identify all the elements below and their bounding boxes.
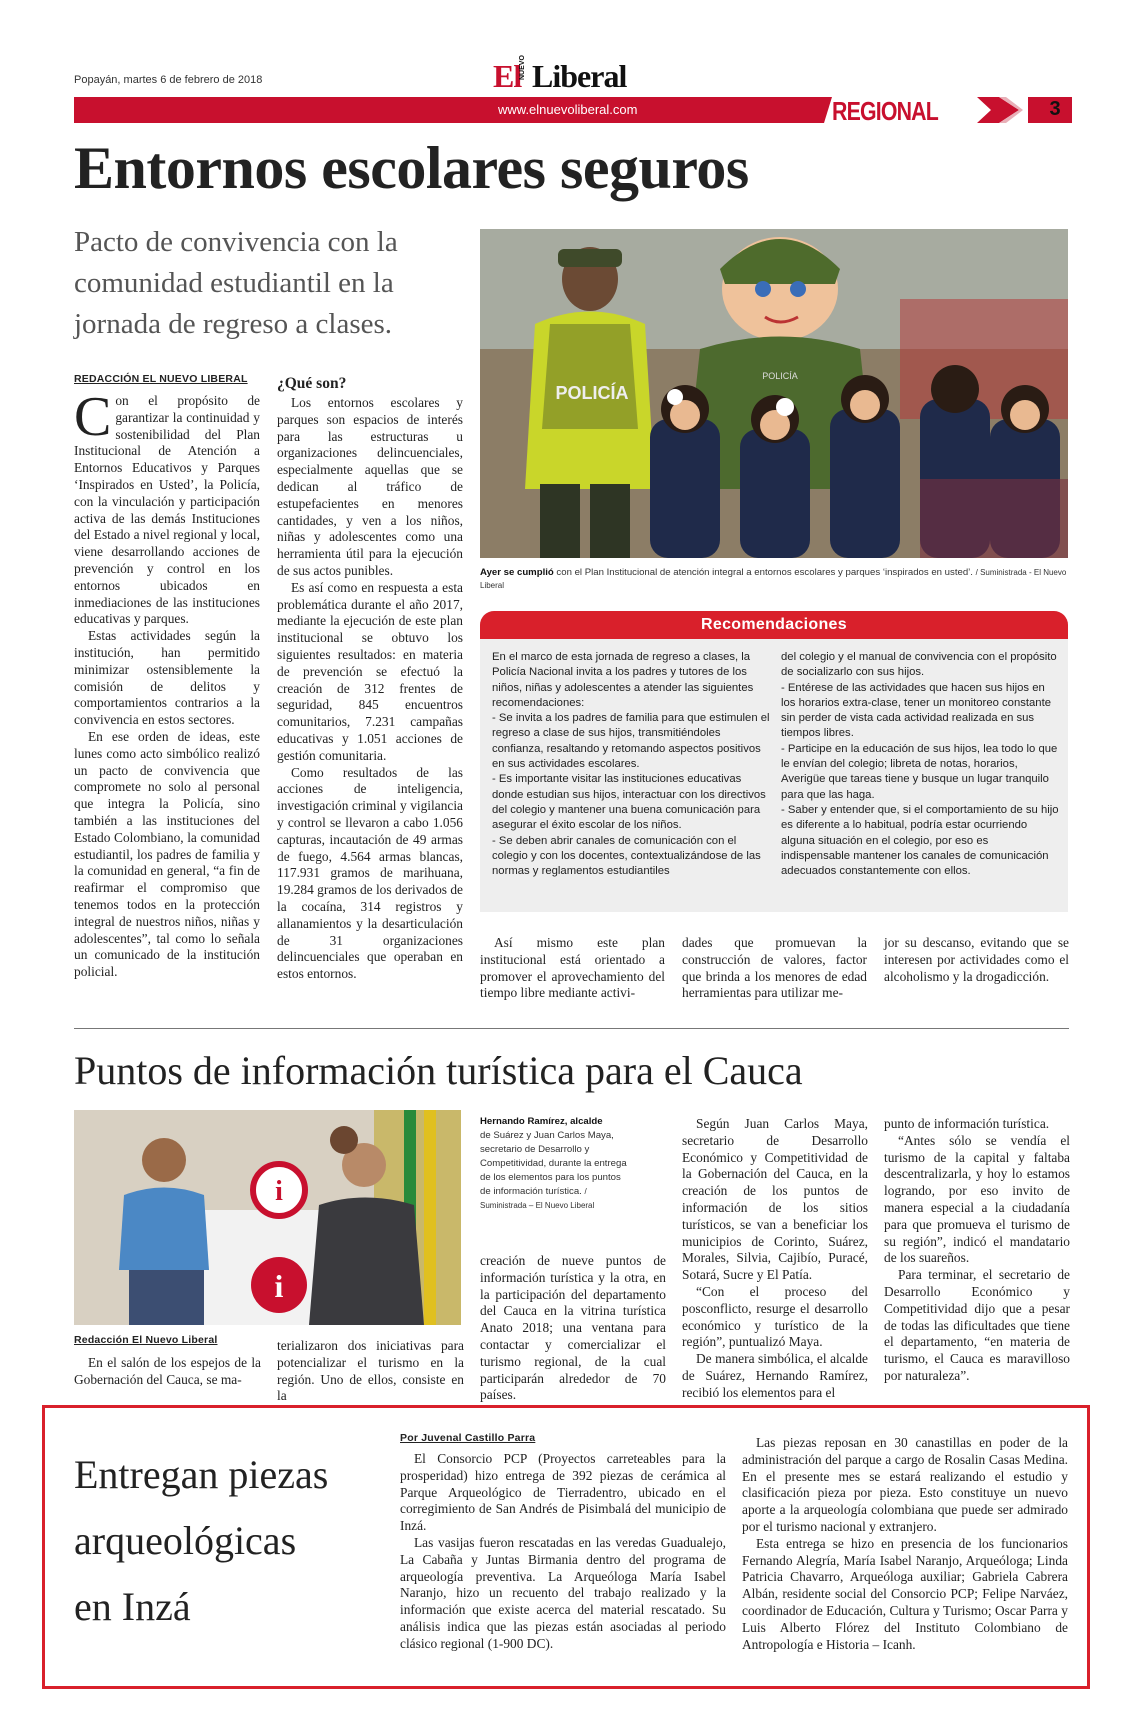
header-red-bar	[74, 97, 806, 123]
article3-col2: Las piezas reposan en 30 canastillas en poder de la administración del parque a cargo de Rosalin Casas Medina. En el presente mes se estará realizando el estudio y clasificación pieza por pieza. Esto constituye un nuevo aporte a la arqueología colombiana que puede ser admirado por el turismo nacional y extranjero. Esta entrega se hizo en presencia de los funcionarios Fernando Alegría, María Isabel Naranjo, Arqueóloga; Linda Patricia Chavarro, Arqueóloga auxiliar; Gabriela Cabrera Albán, residente social del Consorcio PCP; Felipe Narváez, coordinador de Educación, Cultura y Turismo; Oscar Parra y Luis Alberto Flórez del Instituto Colombiano de Antropología e Historia – Icanh.	[742, 1435, 1068, 1652]
logo-liberal: Liberal	[532, 58, 627, 94]
article3-headline	[74, 1442, 328, 1640]
article1-byline: REDACCIÓN EL NUEVO LIBERAL	[74, 373, 248, 385]
mascot-badge: POLICÍA	[762, 371, 798, 381]
article2-col4: Según Juan Carlos Maya, secretario de Desarrollo Económico y Competitividad de la Gobernación del Cauca, en la creación de los puntos de información de los sitios turísticos, se van a beneficiar los municipios de Corinto, Suárez, Morales, Silvia, Cajibío, Puracé, Sotará, Sucre y El Patía. “Con el proceso del posconflicto, resurge el desarrollo económico y turístico de la región”, puntualizó Maya. De manera simbólica, el alcalde de Suárez, Hernando Ramírez, recibió los elementos para el	[682, 1116, 868, 1400]
recommendations-right: del colegio y el manual de convivencia con el propósito de socializarlo con sus hijos. - Entérese de las actividades que hacen sus hijos en los horarios extra-clase, tener un monitoreo constante sin perder de vista cada actividad realizada en sus tiempos libres. - Participe en la educación de sus hijos, lea todo lo que le envían del colegio; libreta de notas, horarios, Averigüe que tareas tiene y busque un lugar tranquilo para que las haga. - Saber y entender que, si el comportamiento de su hijo es diferente a lo habitual, podría estar ocurriendo alguna situación en el colegio, por eso es indispensable mantener los canales de comunicación adecuados constantemente con ellos.	[781, 651, 1059, 878]
caption-credit: / Suministrada – El Nuevo Liberal	[480, 1187, 595, 1210]
article2-headline: Puntos de información turística para el Cauca	[74, 1048, 803, 1093]
caption-text: con el Plan Institucional de atención integral a entornos escolares y parques ‘inspirados en usted’.	[553, 567, 973, 578]
article1-col2-heading: ¿Qué son?	[277, 375, 347, 392]
article1-headline: Entornos escolares seguros	[74, 135, 749, 201]
article2-col1: En el salón de los espejos de la Gobernación del Cauca, se ma-	[74, 1355, 261, 1387]
article2-photo-caption	[480, 1115, 630, 1213]
article1-bottom-col2: dades que promuevan la construcción de valores, factor que brinda a los menores de edad herramientas para utilizar me-	[682, 935, 867, 1001]
recommendations-header	[480, 611, 1068, 639]
article1-photo	[480, 229, 1068, 558]
article3-byline: Por Juvenal Castillo Parra	[400, 1432, 536, 1444]
article1-bottom-col3: jor su descanso, evitando que se interesen por actividades como el alcoholismo y la drogadicción.	[884, 935, 1069, 984]
paragraph: Es así como en respuesta a esta problemática durante el año 2017, mediante la ejecución de este plan institucional se obtuvo los siguientes resultados: en materia de prevención se efectuó la creación de 312 frentes de seguridad, 845 encuentros comunitarios, 7.231 campañas educativas y 1.051 acciones de gestión comunitaria.	[277, 579, 463, 763]
article2-byline: Redacción El Nuevo Liberal	[74, 1334, 218, 1346]
recommendations-left: En el marco de esta jornada de regreso a clases, la Policía Nacional invita a los padres y tutores de los niños, niñas y adolescentes a atender las siguientes recomendaciones: - Se invita a los padres de familia para que estimulen el regreso a clase de sus hijos, transmitiéndoles confianza, resaltando y retomando aspectos positivos en sus actividades escolares. - Es importante visitar las instituciones educativas donde estudian sus hijos, interactuar con los directivos del colegio y mantener una buena comunicación para asegurar el éxito escolar de los niños. - Se deben abrir canales de comunicación con el colegio y con los docentes, contextualizándose de las normas y reglamentos estudiantiles	[492, 651, 770, 878]
article1-bottom-col1: Así mismo este plan institucional está orientado a promover el aprovechamiento del tiempo libre mediante activi-	[480, 935, 665, 1001]
article2-col5: punto de información turística. “Antes sólo se vendía el turismo de la capital y faltaba descentralizarla, y hoy lo estamos logrando, por eso invito de manera especial a la ciudadanía para que promueva el turismo de su región”, indicó el mandatario de los suareños. Para terminar, el secretario de Desarrollo Económico y Competitividad dijo que a pesar de todas las dificultades que tiene el departamento, “en materia de turismo, el Cauca es maravilloso por naturaleza”.	[884, 1116, 1070, 1383]
article1-photo-caption	[480, 566, 1068, 592]
headline-line: en Inzá	[74, 1584, 191, 1629]
caption-credit: / Suministrada - El Nuevo Liberal	[480, 568, 1067, 590]
masthead-logo	[493, 55, 653, 96]
paragraph: Como resultados de las acciones de inteligencia, investigación criminal y vigilancia y control se llevaron a cabo 1.056 capturas, incautación de 49 armas de fuego, 4.564 armas blancas, 117.931 gramos de marihuana, 19.284 gramos de los derivados de la cocaína, 314 registros y allanamientos y la desarticulación de 31 organizaciones delincuenciales que operaban en estos entornos.	[277, 764, 463, 982]
tourism-booth-scene-graphic	[74, 1110, 461, 1325]
recommendations-box	[480, 611, 1068, 912]
logo-el: El	[493, 58, 522, 94]
paragraph: Con el propósito de garantizar la continuidad y sostenibilidad del Plan Institucional de Atención a Entornos Educativos y Parques ‘Inspirados en Usted’, la Policía, con la vinculación y participación activa de las demás Instituciones del Estado a nivel regional y local, viene desarrollando acciones de prevención y control en los entornos ubicados en inmediaciones de las instituciones educativas y parques.	[74, 386, 260, 627]
dateline: Popayán, martes 6 de febrero de 2018	[74, 74, 263, 86]
article2-photo	[74, 1110, 461, 1325]
paragraph: Los entornos escolares y parques son espacios de interés para las estructuras u organizaciones delincuenciales, especialmente aquellas que se dedican al tráfico de estupefacientes en menores cantidades, y ven a los niños, niñas y adolescentes como una herramienta útil para la ejecución de sus actos punibles.	[277, 395, 463, 578]
article1-col2	[277, 395, 463, 983]
paragraph: En ese orden de ideas, este lunes como acto simbólico realizó un pacto de convivencia que compromete no solo al personal que integra la Policía, sino también a las instituciones del Estado Colombiano, la comunidad estudiantil, los padres de familia y la comunidad en general, “a fin de reafirmar el compromiso que tenemos todos en la protección integral de nuestros niños, niñas y adolescentes”, tal como lo señala un comunicado de la institución policial.	[74, 728, 260, 980]
section-divider	[74, 1028, 1069, 1029]
article1-subhead: Pacto de convivencia con la comunidad estudiantil en la jornada de regreso a clases.	[74, 226, 398, 340]
caption-lead: Ayer se cumplió	[480, 567, 554, 578]
booth-symbol-bottom: i	[274, 1268, 284, 1304]
vest-text: POLICÍA	[555, 383, 629, 403]
section-label: REGIONAL	[832, 96, 938, 126]
section-tab	[806, 96, 1072, 126]
page-number: 3	[1049, 98, 1061, 120]
headline-line: arqueológicas	[74, 1518, 297, 1563]
article2-col2: terializaron dos iniciativas para potencializar el turismo en la región. Uno de ellos, consiste en la	[277, 1338, 464, 1404]
police-school-scene-graphic	[480, 229, 1068, 558]
headline-line: Entregan piezas	[74, 1452, 329, 1497]
paragraph: Estas actividades según la institución, han permitido minimizar ostensiblemente la comisión de delitos y comportamientos contrarios a la convivencia en estos sectores.	[74, 628, 260, 728]
article3-col1: El Consorcio PCP (Proyectos carreteables para la prosperidad) hizo entrega de 392 piezas de cerámica al Parque Arqueológico de Tierradentro, ubicado en el corregimiento de San Andrés de Pisimbalá del municipio de Inzá. Las vasijas fueron rescatadas en las veredas Guadualejo, La Cabaña y Juntas Birmania dentro del programa de arqueología preventiva. La Arqueóloga María Isabel Naranjo, hizo un recuento del trabajo realizado y la información que existe acerca del material rescatado. Su análisis indica que las piezas están asociadas al periodo clásico regional (1-900 DC).	[400, 1451, 726, 1651]
recommendations-title: Recomendaciones	[701, 616, 847, 633]
site-url: www.elnuevoliberal.com	[498, 102, 638, 117]
logo-nuevo: NUEVO	[519, 55, 526, 80]
caption-lead: Hernando Ramírez, alcalde	[480, 1116, 603, 1127]
article2-col3: creación de nueve puntos de información turística y la otra, en la participación del departamento del Cauca en la vitrina turística Anato 2018; una ventana para contactar y comercializar el turismo regional, de la cual participarán alrededor de 70 países.	[480, 1253, 666, 1403]
caption-text: de Suárez y Juan Carlos Maya, secretario de Desarrollo y Competitividad, durante la entrega de los elementos para los puntos de información turística.	[480, 1130, 627, 1197]
booth-symbol-top: i	[275, 1176, 283, 1207]
article1-col1	[74, 386, 260, 981]
drop-cap: C	[74, 386, 112, 448]
